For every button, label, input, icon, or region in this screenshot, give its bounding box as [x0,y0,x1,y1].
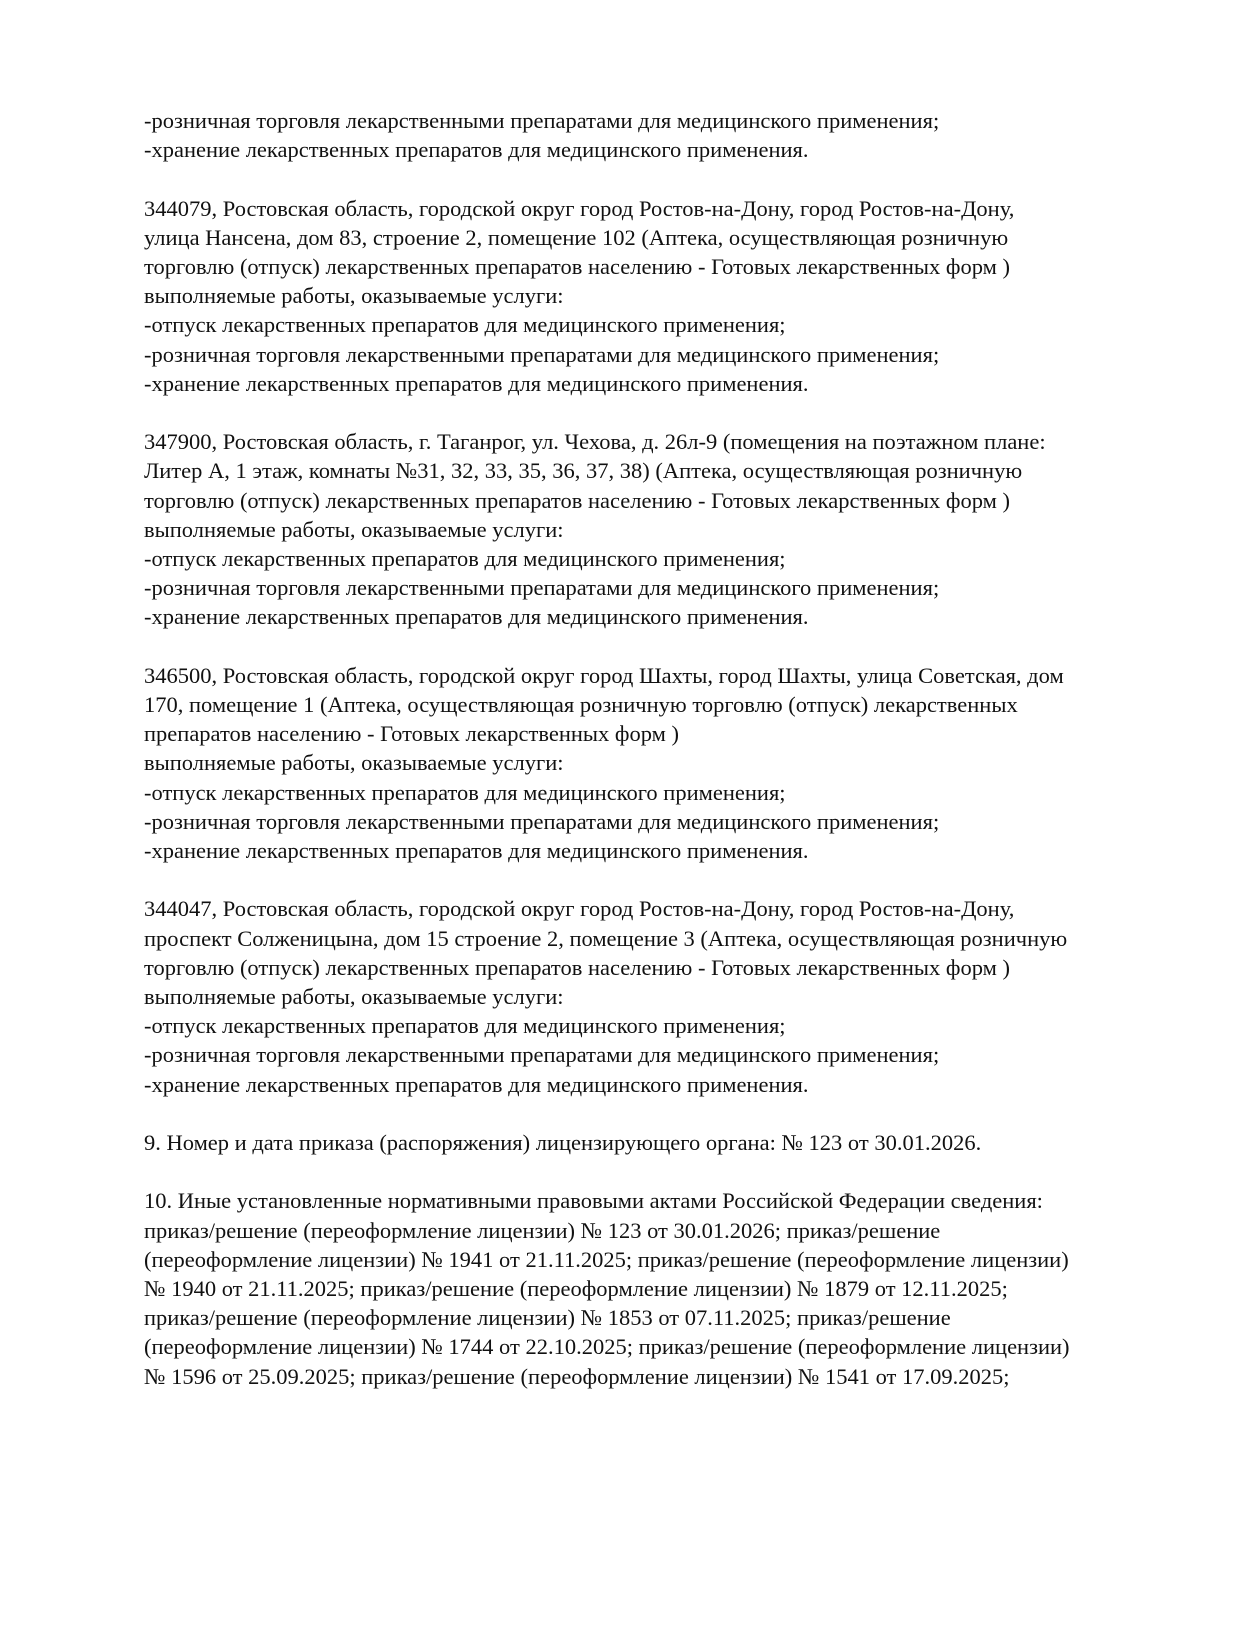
document-body [144,106,1154,1420]
text-line: -хранение лекарственных препаратов для медицинского применения. [144,838,809,864]
text-line: приказ/решение (переоформление лицензии) № 123 от 30.01.2026; приказ/решение [144,1217,941,1243]
text-line: -розничная торговля лекарственными препаратами для медицинского применения; [144,108,940,133]
text-line: -отпуск лекарственных препаратов для медицинского применения; [144,1013,786,1039]
text-line: -хранение лекарственных препаратов для медицинского применения. [144,604,809,630]
address-block-shakhty [144,661,1154,865]
text-line: -розничная торговля лекарственными препаратами для медицинского применения; [144,575,940,601]
text-line: торговлю (отпуск) лекарственных препаратов населению - Готовых лекарственных форм ) [144,254,1010,279]
text-line: 344047, Ростовская область, городской округ город Ростов-на-Дону, город Ростов-на-Дону, [144,896,1015,922]
text-line: выполняемые работы, оказываемые услуги: [144,283,564,309]
text-line: -отпуск лекарственных препаратов для медицинского применения; [144,546,786,572]
text-line: торговлю (отпуск) лекарственных препаратов населению - Готовых лекарственных форм ) [144,954,1010,980]
text-line: приказ/решение (переоформление лицензии) № 1853 от 07.11.2025; приказ/решение [144,1305,951,1331]
text-line: -отпуск лекарственных препаратов для медицинского применения; [144,779,786,805]
text-line: проспект Солженицына, дом 15 строение 2, помещение 3 (Аптека, осуществляющая розничную [144,925,1068,951]
address-block-nansena [144,194,1154,398]
activity-list-continuation [144,106,1154,164]
section-10-other-info [144,1186,1154,1390]
section-9-order-number [144,1128,1154,1157]
text-line: -розничная торговля лекарственными препаратами для медицинского применения; [144,341,940,367]
text-line: выполняемые работы, оказываемые услуги: [144,750,564,776]
text-line: выполняемые работы, оказываемые услуги: [144,984,564,1010]
text-line: 344079, Ростовская область, городской округ город Ростов-на-Дону, город Ростов-на-Дону, [144,195,1015,221]
text-line: 346500, Ростовская область, городской округ город Шахты, город Шахты, улица Советская, дом [144,662,1064,688]
text-line: -хранение лекарственных препаратов для медицинского применения. [144,137,809,163]
text-line: Литер А, 1 этаж, комнаты №31, 32, 33, 35, 36, 37, 38) (Аптека, осуществляющая розничную [144,458,1023,484]
text-line: № 1596 от 25.09.2025; приказ/решение (переоформление лицензии) № 1541 от 17.09.2025; [144,1363,1010,1389]
text-line: 9. Номер и дата приказа (распоряжения) лицензирующего органа: № 123 от 30.01.2026. [144,1130,982,1156]
text-line: -розничная торговля лекарственными препаратами для медицинского применения; [144,1042,940,1068]
text-line: 10. Иные установленные нормативными правовыми актами Российской Федерации сведения: [144,1188,1043,1214]
text-line: препаратов населению - Готовых лекарственных форм ) [144,721,680,747]
text-line: (переоформление лицензии) № 1941 от 21.11.2025; приказ/решение (переоформление лицензии) [144,1246,1069,1272]
address-block-taganrog [144,427,1154,631]
text-line: торговлю (отпуск) лекарственных препаратов населению - Готовых лекарственных форм ) [144,487,1010,513]
text-line: -хранение лекарственных препаратов для медицинского применения. [144,1071,809,1097]
text-line: (переоформление лицензии) № 1744 от 22.10.2025; приказ/решение (переоформление лицензии) [144,1334,1070,1360]
text-line: -отпуск лекарственных препаратов для медицинского применения; [144,312,786,338]
text-line: 170, помещение 1 (Аптека, осуществляющая розничную торговлю (отпуск) лекарственных [144,692,1018,718]
text-line: улица Нансена, дом 83, строение 2, помещение 102 (Аптека, осуществляющая розничную [144,224,1009,250]
text-line: 347900, Ростовская область, г. Таганрог, ул. Чехова, д. 26л-9 (помещения на поэтажном плане: [144,429,1046,455]
text-line: № 1940 от 21.11.2025; приказ/решение (переоформление лицензии) № 1879 от 12.11.2025; [144,1276,1008,1302]
text-line: выполняемые работы, оказываемые услуги: [144,516,564,542]
text-line: -розничная торговля лекарственными препаратами для медицинского применения; [144,808,940,834]
text-line: -хранение лекарственных препаратов для медицинского применения. [144,370,809,396]
address-block-solzhenitsyna [144,894,1154,1098]
